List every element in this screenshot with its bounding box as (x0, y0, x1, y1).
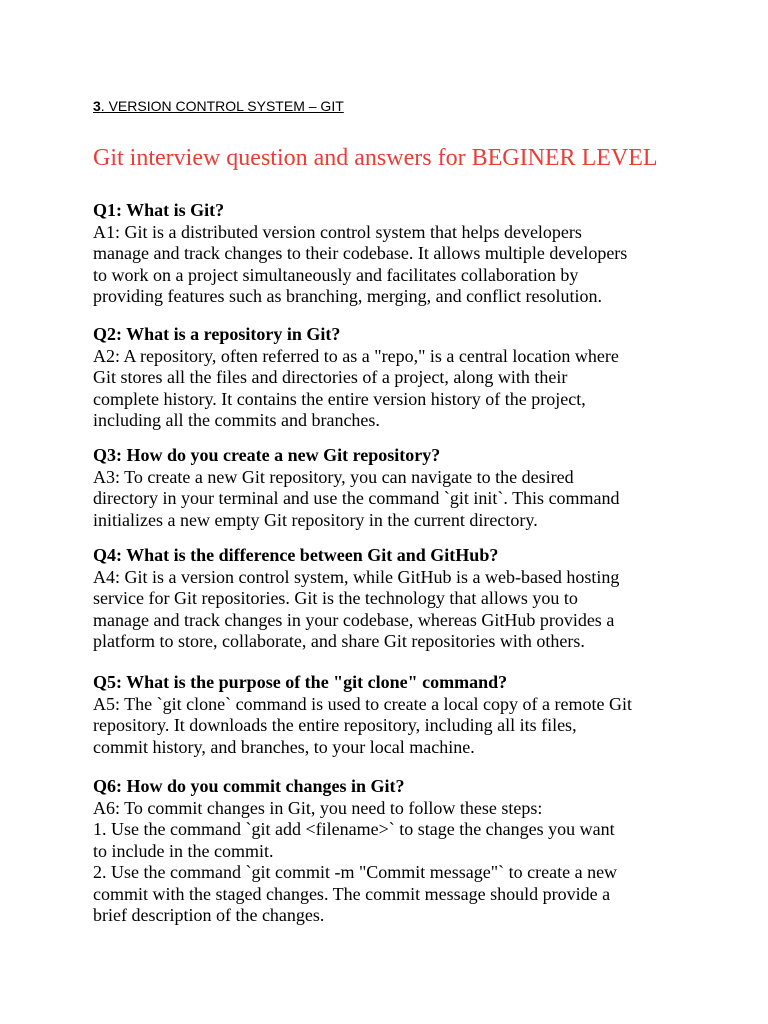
section-number: 3 (93, 98, 101, 114)
qa-item-2 (93, 324, 713, 432)
qa-item-3 (93, 445, 713, 531)
question-6: Q6: How do you commit changes in Git? (93, 776, 405, 796)
qa-item-6 (93, 776, 713, 927)
answer-5: A5: The `git clone` command is used to create a local copy of a remote Git repository. It downloads the entire repository, including all its files, commit history, and branches, to your local machine. (93, 693, 632, 757)
answer-4: A4: Git is a version control system, while GitHub is a web-based hosting service for Git repositories. Git is the technology that allows you to manage and track changes in your codebase, whereas GitHub provides a platform to store, collaborate, and share Git repositories with others. (93, 566, 620, 651)
section-title: . VERSION CONTROL SYSTEM – GIT (100, 98, 344, 114)
section-heading (93, 97, 344, 115)
answer-2: A2: A repository, often referred to as a "repo," is a central location where Git stores all the files and directories of a project, along with their complete history. It contains the entire version history of the project, including all the commits and branches. (93, 345, 619, 430)
question-5: Q5: What is the purpose of the "git clone" command? (93, 672, 508, 692)
question-1: Q1: What is Git? (93, 200, 225, 220)
qa-item-1 (93, 200, 713, 308)
question-3: Q3: How do you create a new Git repository? (93, 445, 441, 465)
question-2: Q2: What is a repository in Git? (93, 324, 341, 344)
answer-3: A3: To create a new Git repository, you can navigate to the desired directory in your terminal and use the command `git init`. This command initializes a new empty Git repository in the current directory. (93, 466, 620, 530)
answer-6: A6: To commit changes in Git, you need to follow these steps: 1. Use the command `git add <filename>` to stage the changes you want to include in the commit. 2. Use the command `git commit -m "Commit message"` to create a new commit with the staged changes. The commit message should provide a brief description of the changes. (93, 797, 618, 925)
qa-item-5 (93, 672, 713, 758)
question-4: Q4: What is the difference between Git and GitHub? (93, 545, 499, 565)
document-title: Git interview question and answers for BEGINER LEVEL (93, 145, 658, 171)
qa-item-4 (93, 545, 713, 653)
answer-1: A1: Git is a distributed version control system that helps developers manage and track changes to their codebase. It allows multiple developers to work on a project simultaneously and facilitates collaboration by providing features such as branching, merging, and conflict resolution. (93, 221, 628, 306)
